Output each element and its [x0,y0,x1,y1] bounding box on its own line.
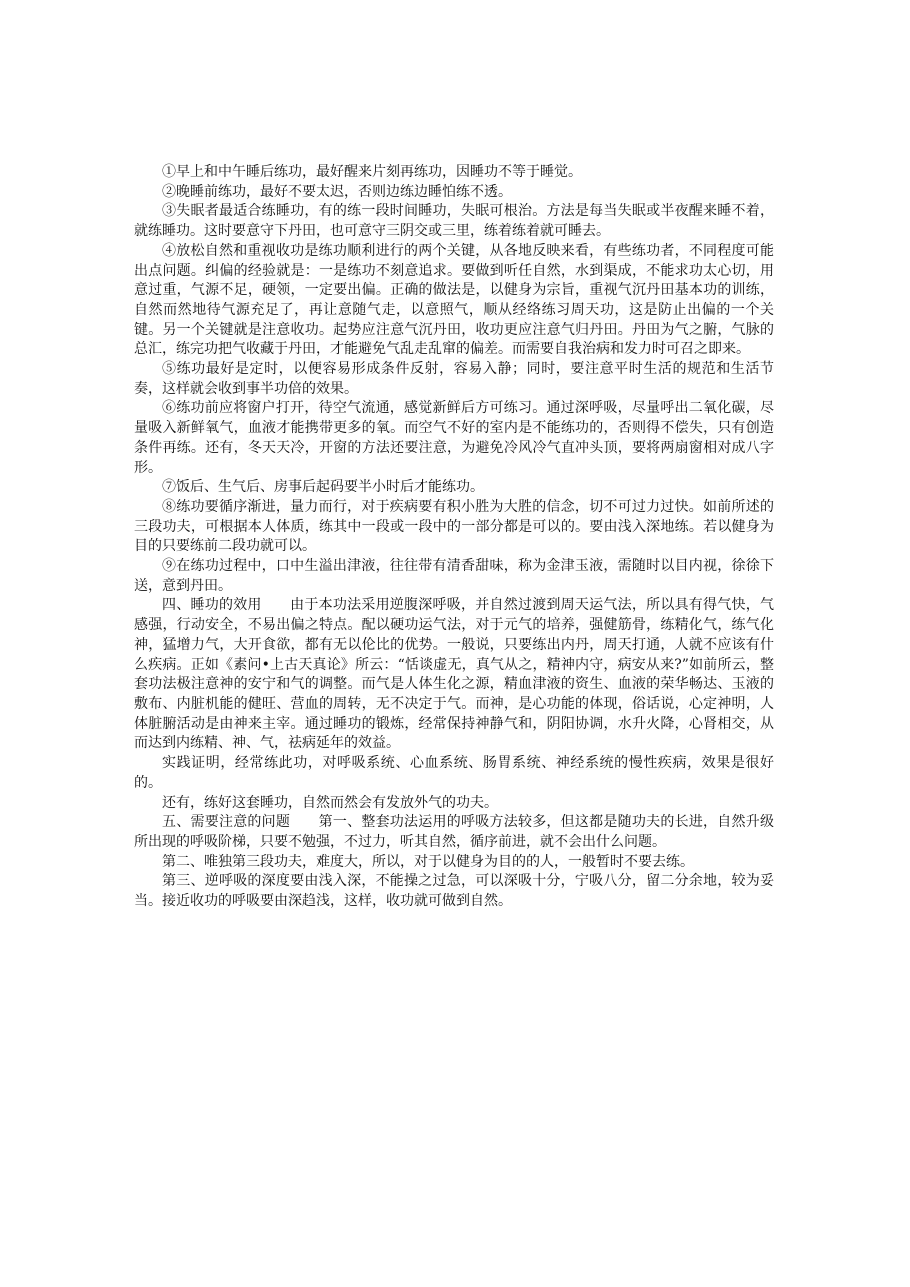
paragraph-8: ⑧练功要循序渐进，量力而行，对于疾病要有积小胜为大胜的信念，切不可过力过快。如前所述的三段功夫，可根据本人体质，练其中一段或一段中的一部分都是可以的。要由浅入深地练。若以健身为目的只要练前二段功就可以。 [134,498,774,555]
paragraph-9: ⑨在练功过程中，口中生溢出津液，往往带有清香甜味，称为金津玉液，需随时以目内视，徐徐下送，意到丹田。 [134,558,774,594]
paragraph-3: ③失眠者最适合练睡功，有的练一段时间睡功，失眠可根治。方法是每当失眠或半夜醒来睡不着，就练睡功。这时要意守下丹田，也可意守三阴交或三里，练着练着就可睡去。 [134,203,774,240]
paragraph-5: ⑤练功最好是定时，以便容易形成条件反射，容易入静；同时，要注意平时生活的规范和生活节奏，这样就会收到事半功倍的效果。 [134,361,774,397]
paragraph-14: 第二、唯独第三段功夫，难度大，所以，对于以健身为目的的人，一般暂时不要去练。 [162,853,694,870]
paragraph-1: ①早上和中午睡后练功，最好醒来片刻再练功，因睡功不等于睡觉。 [162,164,582,180]
paragraph-12: 还有，练好这套睡功，自然而然会有发放外气的功夫。 [162,794,498,811]
section-5-paragraph: 五、需要注意的问题 第一、整套功法运用的呼吸方法较多，但这都是随功夫的长进，自然升级所出现的呼吸阶梯，只要不勉强，不过力，听其自然，循序前进，就不会出什么问题。 [134,814,774,850]
document-body [134,163,774,912]
section-4-paragraph: 四、睡功的效用 由于本功法采用逆腹深呼吸，并自然过渡到周天运气法，所以具有得气快，气感强，行动安全，不易出偏之特点。配以硬功运气法，对于元气的培养，强健筋骨，练精化气，练气化神，猛增力气，大开食欲，都有无以伦比的优势。一般说，只要练出内丹，周天打通，人就不应该有什么疾病。正如《素问•上古天真论》所云：“恬谈虚无，真气从之，精神内守，病安从来?”如前所云，整套功法极注意神的安宁和气的调整。而气是人体生化之源，精血津液的资生、血液的荣华畅达、玉液的敷布、内脏机能的健旺、营血的周转，无不决定于气。而神，是心功能的体现，俗话说，心定神明，人体脏腑活动是由神来主宰。通过睡功的锻炼，经常保持神静气和，阴阳协调，水升火降，心肾相交，从而达到内练精、神、气，祛病延年的效益。 [134,597,774,752]
paragraph-2: ②晚睡前练功，最好不要太迟，否则边练边睡怕练不透。 [162,183,512,200]
paragraph-15: 第三、逆呼吸的深度要由浅入深，不能操之过急，可以深吸十分，宁吸八分，留二分余地，较为妥当。接近收功的呼吸要由深趋浅，这样，收功就可做到自然。 [134,873,774,910]
paragraph-6: ⑥练功前应将窗户打开，待空气流通，感觉新鲜后方可练习。通过深呼吸，尽量呼出二氧化碳，尽量吸入新鲜氧气，血液才能携带更多的氧。而空气不好的室内是不能练功的，否则得不偿失，只有创造条件再练。还有，冬天天冷，开窗的方法还要注意，为避免冷风冷气直冲头顶，要将两扇窗相对成八字形。 [134,400,774,476]
paragraph-4: ④放松自然和重视收功是练功顺利进行的两个关键，从各地反映来看，有些练功者，不同程度可能出点问题。纠偏的经验就是：一是练功不刻意追求。要做到听任自然，水到渠成，不能求功太心切，用意过重，气源不足，硬领，一定要出偏。正确的做法是，以健身为宗旨，重视气沉丹田基本功的训练，自然而然地待气源充足了，再让意随气走，以意照气，顺从经络练习周天功，这是防止出偏的一个关键。另一个关键就是注意收功。起势应注意气沉丹田，收功更应注意气归丹田。丹田为气之腑，气脉的总汇，练完功把气收藏于丹田，才能避免气乱走乱窜的偏差。而需要自我治病和发力时可召之即来。 [134,242,774,358]
paragraph-7: ⑦饭后、生气后、房事后起码要半小时后才能练功。 [162,479,484,496]
paragraph-11: 实践证明，经常练此功，对呼吸系统、心血系统、肠胃系统、神经系统的慢性疾病，效果是很好的。 [134,755,774,791]
